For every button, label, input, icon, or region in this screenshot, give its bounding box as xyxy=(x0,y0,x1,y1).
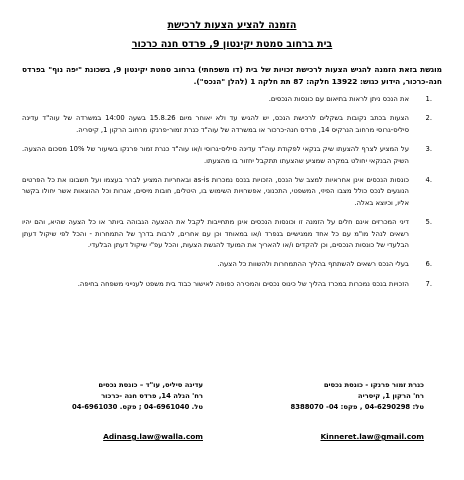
receiver-name: עדינה סיליס, עו"ד – כונסת נכסים xyxy=(98,381,203,389)
term-item xyxy=(22,279,442,290)
receiver-email-link[interactable]: Adinasg.law@walla.com xyxy=(103,432,203,441)
term-text: את הנכס ניתן לראות בתיאום עם כונסות הנכסים. xyxy=(268,95,409,103)
intro-paragraph: מוגשת בזאת הזמנה להגיש הצעות לרכישת זכויות של בית (דו משפחתי) ברחוב סמטת יקינטון 9, בשכונת "יפה נוף" בפרדס חנה-כרכור, הידוע כגוש: 13922 חלקה: 87 תת חלקה 1 (להלן "הנכס"). xyxy=(22,65,442,86)
term-number: 7. xyxy=(425,279,432,288)
term-item xyxy=(22,217,442,251)
term-number: 2. xyxy=(425,114,432,123)
receiver-address: רח' הנלה 14, פרדס חנה -כרכור xyxy=(101,392,203,400)
term-number: 3. xyxy=(425,145,432,154)
property-address-title: בית ברחוב סמטת יקינטון 9, פרדס חנה כרכור xyxy=(131,39,333,50)
term-item xyxy=(22,94,442,105)
term-text: על המציע לצרף להצעתו שיק בנקאי לפקודת עוה"ד עדינה סיליס-גרוסי ו/או עוה"ד כנרת זמור פרנקו בשיעור של 10% מסכום ההצעה. השיק הבנקאי יחולט במקרה שמציע שהצעתו תתקבל יחזור בו מהצעתו. xyxy=(22,145,409,165)
receiver-phone: טל: 04-6290298 , פקס: 04- 8388070 xyxy=(290,403,424,411)
term-text: כונסות הנכסים אינן אחראיות למצב של הנכס, הזכויות בנכס נמכרות as-is ובאחריות המציע לברר בעצמו ועל חשבונו את כל הפרטים הנוגעים לנכס כולל מצבו הפיזי, המשפטי, התכנוני, אפשרויות השימוש בו, היטלים, חובות מיסים, אגרות וכל ההוצאות אשר יחולו בקשר אליו, וכיוצא באלה. xyxy=(22,176,409,207)
receiver-phone: טל. 04-6961040 ; פקס. 04-6961030 xyxy=(72,403,203,411)
receiver-name: כנרת זמור פרנקו - כונסת נכסים xyxy=(323,381,424,389)
term-text: דיני המכרזים אינם חלים על הזמנה זו וכונסות הנכסים אינן מתחייבות לקבל את ההצעה הגבוהה ביותר או כל הצעה שהיא, והם יהיו רשאים לנהל מו"מ עם כל אחד ממגישיים בנפרד ו/או במאוחד וכן עם אחרים, לרבות בדרך של התמחרות - והכל לפי שיקול דעתן הבלעדי של כונסות הנכסים, וכן להקדים ו/או להאריך את המועד להגשת הצעות, והכל עפ"י שיקול דעתן הבלעדי. xyxy=(22,218,409,250)
term-item xyxy=(22,113,442,136)
term-number: 5. xyxy=(425,218,432,227)
receiver-email-link[interactable]: Kinneret.law@gmail.com xyxy=(320,432,424,441)
term-item xyxy=(22,259,442,270)
term-text: בעלי הנכס רשאים להשתתף בהליך ההתמחרות ולהשוות כל הצעה. xyxy=(217,260,409,269)
term-item xyxy=(22,175,442,209)
receiver-signature-silis xyxy=(28,380,203,442)
terms-list xyxy=(22,94,442,290)
term-text: הזכויות בנכס נמכרות במכרז בהליך של כינוס נכסים והמכירה כפופה לאישור כבוד בית משפט לענייני משפחה בחיפה. xyxy=(77,279,409,288)
term-number: 1. xyxy=(425,95,432,103)
signature-block xyxy=(28,380,424,442)
term-number: 4. xyxy=(425,176,432,185)
term-item xyxy=(22,144,442,167)
term-number: 6. xyxy=(425,260,432,269)
notice-title: הזמנה להציע הצעות לרכישת xyxy=(167,20,297,31)
receiver-signature-zamor xyxy=(249,380,424,442)
term-text: הצעות בכתב נקובות בשקלים לרכישת הנכס, יש להגיש עד ולא יאוחר מיום 15.8.26 בשעה 14:00 במשרדה של עוה"ד עדינה סיליס-גרוסי מרחוב הנרקיס 14, פרדס חנה-כרכור או במשרדה של עוה"ד כנרת זמור-פרנקו מרחוב הרקון 1, קיסריה. xyxy=(22,114,409,134)
receiver-address: רח' הרקון 1, קיסריה xyxy=(357,392,424,400)
